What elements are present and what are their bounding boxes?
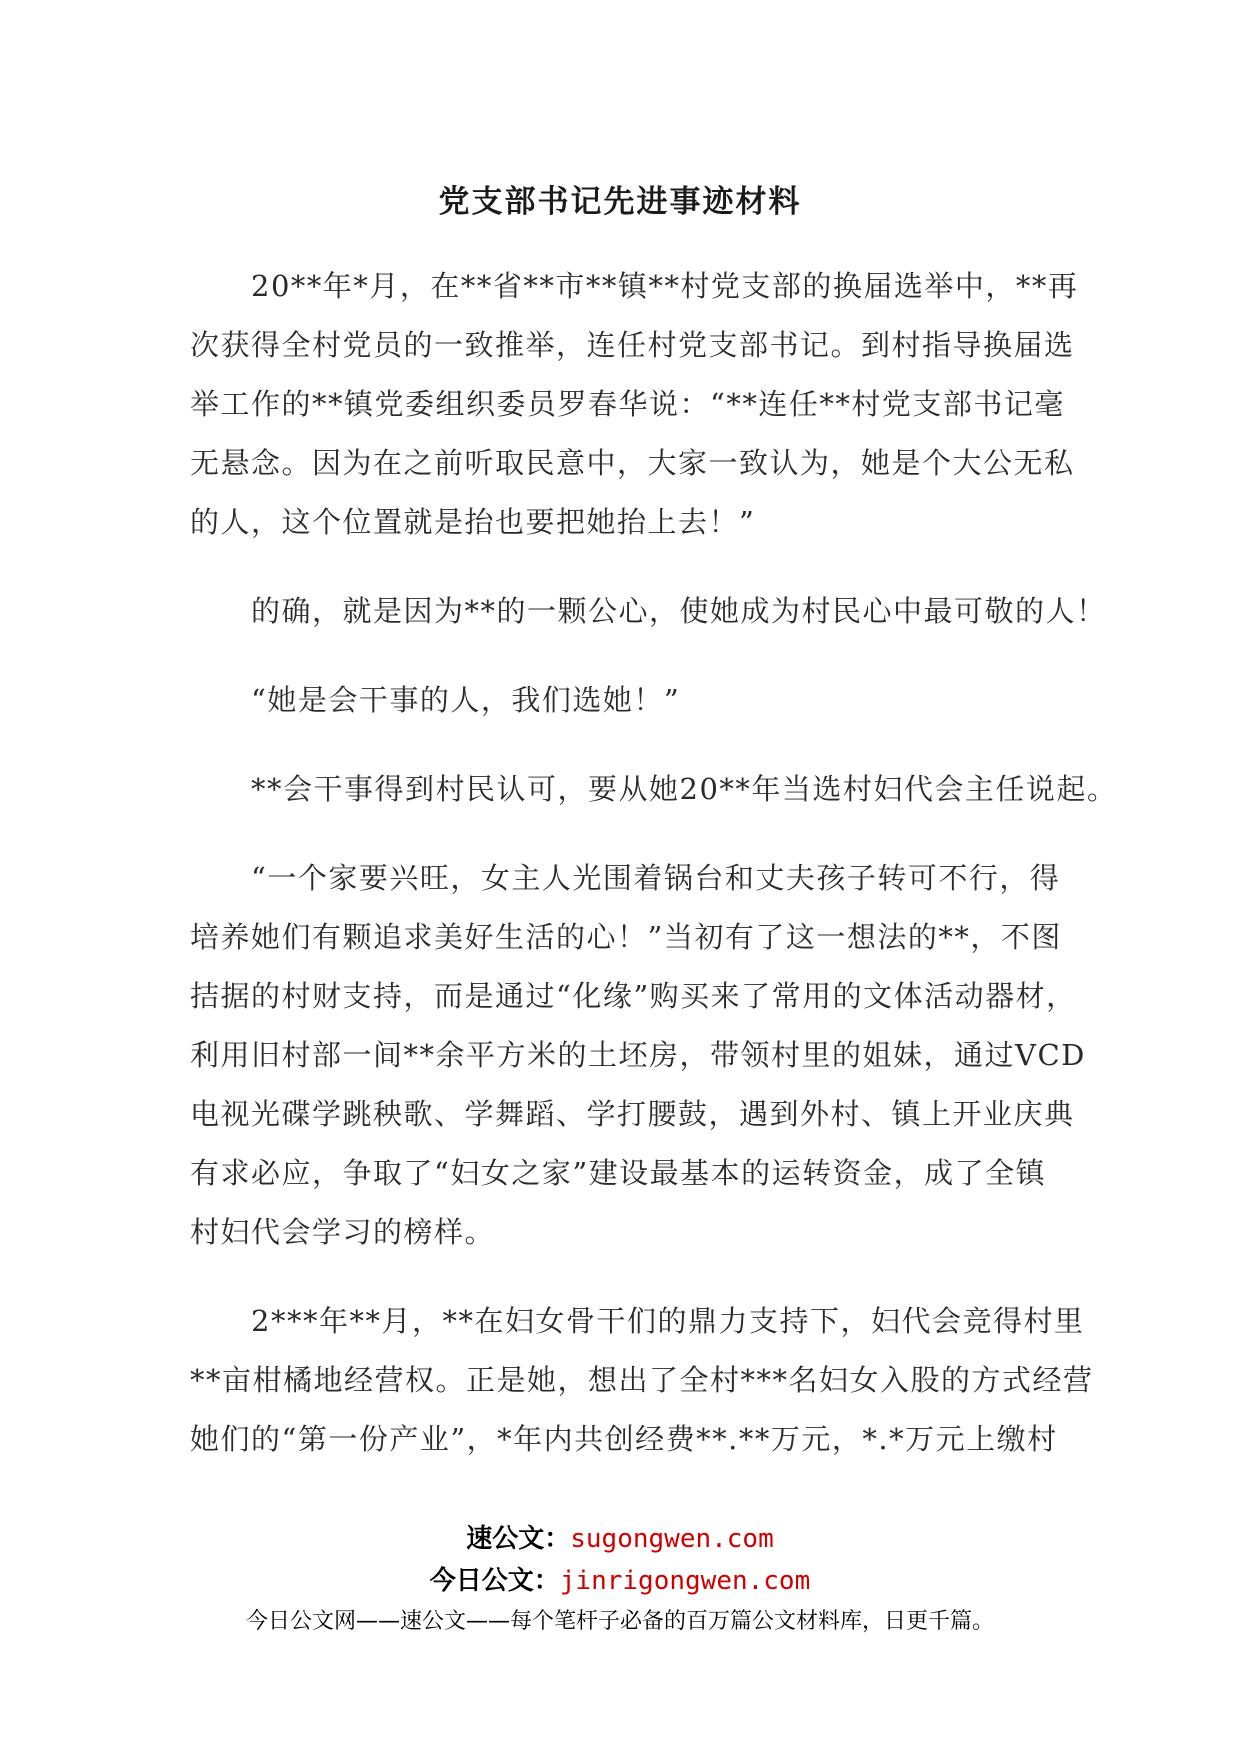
body-line: 拮据的村财支持，而是通过“化缘”购买来了常用的文体活动器材， — [190, 979, 1077, 1013]
body-line: 次获得全村党员的一致推举，连任村党支部书记。到村指导换届选 — [190, 328, 1075, 362]
footer-jinrigongwen-label: 今日公文： — [429, 1566, 560, 1596]
body-line: 她们的“第一份产业”，*年内共创经费**.**万元，*.*万元上缴村 — [190, 1422, 1058, 1456]
footer-sugongwen — [0, 1518, 1240, 1555]
body-line: **会干事得到村民认可，要从她20**年当选村妇代会主任说起。 — [190, 772, 1118, 806]
body-line: 利用旧村部一间**余平方米的土坯房，带领村里的姐妹，通过VCD — [190, 1038, 1086, 1072]
body-line: 20**年*月，在**省**市**镇**村党支部的换届选举中，**再 — [190, 269, 1079, 303]
footer-sugongwen-link[interactable]: sugongwen.com — [570, 1524, 774, 1554]
body-line: 的人，这个位置就是抬也要把她抬上去！” — [190, 505, 756, 539]
footer-sugongwen-label: 速公文： — [466, 1524, 571, 1554]
body-line: 的确，就是因为**的一颗公心，使她成为村民心中最可敬的人！ — [190, 594, 1107, 628]
body-line: 举工作的**镇党委组织委员罗春华说：“**连任**村党支部书记毫 — [190, 387, 1065, 421]
body-line: 培养她们有颗追求美好生活的心！”当初有了这一想法的**，不图 — [190, 920, 1062, 954]
footer-slogan: 今日公文网——速公文——每个笔杆子必备的百万篇公文材料库，日更千篇。 — [245, 1609, 994, 1634]
document-title: 党支部书记先进事迹材料 — [438, 184, 802, 220]
body-line: 电视光碟学跳秧歌、学舞蹈、学打腰鼓，遇到外村、镇上开业庆典 — [190, 1097, 1075, 1131]
footer-jinrigongwen — [0, 1560, 1240, 1597]
footer-jinrigongwen-link[interactable]: jinrigongwen.com — [559, 1566, 811, 1596]
body-line: “一个家要兴旺，女主人光围着锅台和丈夫孩子转可不行，得 — [190, 861, 1061, 895]
body-line: 有求必应，争取了“妇女之家”建设最基本的运转资金，成了全镇 — [190, 1156, 1047, 1190]
body-line: 无悬念。因为在之前听取民意中，大家一致认为，她是个大公无私 — [190, 446, 1075, 480]
body-line: 2***年**月，**在妇女骨干们的鼎力支持下，妇代会竞得村里 — [190, 1304, 1085, 1338]
body-line: 村妇代会学习的榜样。 — [190, 1215, 496, 1249]
body-line: **亩柑橘地经营权。正是她，想出了全村***名妇女入股的方式经营 — [190, 1363, 1094, 1397]
body-line: “她是会干事的人，我们选她！” — [190, 683, 681, 717]
